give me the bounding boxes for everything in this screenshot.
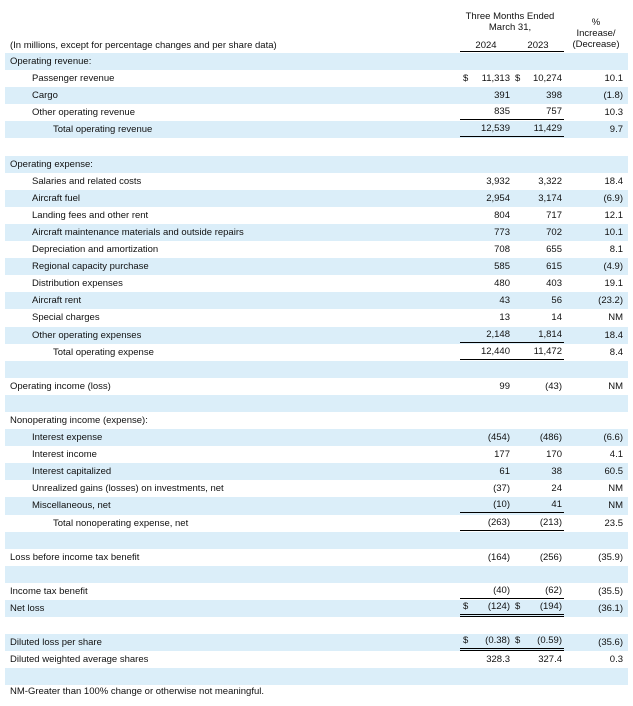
value-2024 (460, 207, 512, 224)
value-2024-value: 585 (494, 261, 510, 273)
value-2023-value: 398 (546, 90, 562, 102)
pct-header-line3: (Decrease) (572, 39, 620, 50)
pct-change (568, 258, 625, 275)
value-2023 (512, 549, 564, 566)
pct-change-value: 0.3 (609, 654, 623, 666)
pct-change-value: 18.4 (604, 175, 623, 187)
row-label: Loss before income tax benefit (10, 551, 140, 563)
value-2023 (512, 241, 564, 258)
pct-change (568, 327, 625, 344)
row-label: Diluted loss per share (10, 637, 102, 649)
value-2024 (460, 668, 512, 685)
pct-header-line1: % (591, 17, 601, 28)
table-row (5, 207, 628, 224)
table-row (5, 634, 628, 651)
value-2023 (512, 480, 564, 497)
value-2024 (460, 600, 512, 617)
pct-change (568, 600, 625, 617)
value-2023-value: (486) (539, 432, 562, 444)
value-2024-value: 13 (499, 312, 510, 324)
value-2024-value: 61 (499, 466, 510, 478)
pct-change (568, 104, 625, 121)
value-2024 (460, 617, 512, 634)
pct-change (568, 463, 625, 480)
value-2023-value: 24 (551, 483, 562, 495)
value-2023-value: 615 (546, 261, 562, 273)
value-2024-value: 328.3 (486, 654, 510, 666)
row-label: Aircraft maintenance materials and outside repairs (32, 226, 244, 238)
currency-symbol: $ (515, 73, 521, 85)
pct-change (568, 497, 625, 514)
value-2023-value: 3,174 (538, 192, 562, 204)
pct-change (568, 309, 625, 326)
pct-change-value: (23.2) (598, 295, 623, 307)
pct-change-value: NM (608, 380, 623, 392)
value-2024-value: 43 (499, 295, 510, 307)
value-2024 (460, 173, 512, 190)
table-row (5, 515, 628, 532)
value-2023 (512, 497, 564, 514)
value-2023-value: 1,814 (538, 328, 562, 340)
value-2023-value: 10,274 (532, 73, 562, 85)
row-label: Salaries and related costs (32, 175, 142, 187)
pct-change-value: NM (608, 312, 623, 324)
value-2024-value: 12,440 (480, 345, 510, 357)
value-2024-value: 835 (494, 106, 510, 118)
value-2023-value: 702 (546, 226, 562, 238)
table-row (5, 532, 628, 549)
pct-change-value: 18.4 (604, 329, 623, 341)
pct-change (568, 532, 625, 549)
value-2023 (512, 70, 564, 87)
table-row (5, 344, 628, 361)
pct-change (568, 361, 625, 378)
pct-change-value: 8.1 (609, 244, 623, 256)
pct-change (568, 617, 625, 634)
value-2023 (512, 515, 564, 532)
pct-change-value: (35.5) (598, 585, 623, 597)
pct-change (568, 515, 625, 532)
row-label: Passenger revenue (32, 73, 115, 85)
value-2023-value: (256) (539, 551, 562, 563)
table-row (5, 121, 628, 138)
table-row (5, 583, 628, 600)
pct-change-value: 12.1 (604, 209, 623, 221)
value-2023 (512, 53, 564, 70)
pct-change (568, 395, 625, 412)
value-2023 (512, 668, 564, 685)
value-2023 (512, 651, 564, 668)
value-2024 (460, 344, 512, 361)
value-2023-value: 403 (546, 278, 562, 290)
period-header (455, 11, 565, 33)
value-2023-value: 655 (546, 244, 562, 256)
period-header-line2: March 31, (488, 22, 532, 33)
value-2024-value: (164) (487, 551, 510, 563)
value-2023 (512, 173, 564, 190)
pct-change (568, 207, 625, 224)
value-2023-value: 11,429 (533, 123, 562, 135)
value-2024 (460, 258, 512, 275)
row-label: Total operating revenue (53, 124, 153, 136)
pct-change-value: 10.1 (604, 73, 623, 85)
table-row (5, 173, 628, 190)
value-2024-value: 11,313 (481, 73, 510, 85)
value-2024 (460, 104, 512, 121)
value-2023 (512, 429, 564, 446)
pct-change (568, 668, 625, 685)
value-2023 (512, 378, 564, 395)
row-label: Depreciation and amortization (32, 244, 159, 256)
pct-change-value: 10.1 (604, 226, 623, 238)
value-2023 (512, 275, 564, 292)
value-2023 (512, 532, 564, 549)
value-2023-value: 38 (551, 466, 562, 478)
value-2024-value: 3,932 (486, 175, 510, 187)
pct-change (568, 156, 625, 173)
value-2023 (512, 190, 564, 207)
pct-change (568, 275, 625, 292)
value-2023 (512, 121, 564, 138)
value-2023 (512, 258, 564, 275)
table-row (5, 156, 628, 173)
value-2023-value: (194) (539, 601, 562, 612)
value-2024 (460, 463, 512, 480)
value-2024-value: (0.38) (485, 635, 510, 647)
value-2023 (512, 207, 564, 224)
pct-change (568, 292, 625, 309)
value-2024-value: 480 (494, 278, 510, 290)
value-2023-value: 14 (551, 312, 562, 324)
value-2023-value: 757 (546, 106, 562, 118)
row-label: Interest capitalized (32, 466, 112, 478)
pct-change-value: 8.4 (609, 346, 623, 358)
pct-change (568, 412, 625, 429)
pct-change (568, 583, 625, 600)
currency-symbol: $ (515, 601, 521, 612)
value-2023 (512, 104, 564, 121)
row-label: Operating expense: (10, 158, 93, 170)
value-2024 (460, 651, 512, 668)
value-2023 (512, 344, 564, 361)
value-2024 (460, 327, 512, 344)
pct-header-line2: Increase/ (576, 28, 616, 39)
value-2024 (460, 156, 512, 173)
value-2024-value: 708 (494, 244, 510, 256)
row-label: Regional capacity purchase (32, 261, 149, 273)
row-label: Unrealized gains (losses) on investments, net (32, 483, 224, 495)
value-2023-value: 11,472 (533, 345, 562, 357)
value-2024-value: 804 (494, 209, 510, 221)
table-row (5, 480, 628, 497)
row-label: Miscellaneous, net (32, 500, 111, 512)
value-2023 (512, 156, 564, 173)
pct-change-value: (1.8) (603, 90, 623, 102)
table-row (5, 138, 628, 155)
value-2023 (512, 138, 564, 155)
row-label: Landing fees and other rent (32, 209, 149, 221)
row-label: Operating revenue: (10, 56, 92, 67)
value-2023-value: 56 (551, 295, 562, 307)
pct-change-header (566, 17, 626, 50)
period-header-line1: Three Months Ended (465, 11, 555, 22)
value-2023 (512, 292, 564, 309)
value-2023-value: (213) (539, 516, 562, 528)
table-row (5, 327, 628, 344)
value-2024 (460, 395, 512, 412)
pct-change-value: (35.9) (598, 551, 623, 563)
row-label: Interest expense (32, 432, 103, 444)
row-label: Aircraft rent (32, 295, 82, 307)
value-2024 (460, 412, 512, 429)
value-2024-value: (37) (493, 483, 510, 495)
value-2024-value: (40) (493, 584, 510, 596)
pct-change (568, 87, 625, 104)
pct-change-value: (36.1) (598, 603, 623, 614)
value-2023-value: 3,322 (538, 175, 562, 187)
value-2023 (512, 395, 564, 412)
value-2024 (460, 480, 512, 497)
value-2024 (460, 138, 512, 155)
row-label: Aircraft fuel (32, 192, 81, 204)
pct-change-value: NM (608, 500, 623, 512)
table-row (5, 617, 628, 634)
row-label: Cargo (32, 90, 58, 102)
pct-change-value: (35.6) (598, 637, 623, 649)
row-label: Other operating revenue (32, 107, 135, 119)
value-2024-value: (263) (487, 516, 510, 528)
row-label: Special charges (32, 312, 100, 324)
footnote: NM-Greater than 100% change or otherwise not meaningful. (10, 686, 264, 697)
pct-change (568, 241, 625, 258)
table-row (5, 651, 628, 668)
table-row (5, 309, 628, 326)
value-2024 (460, 275, 512, 292)
table-row (5, 395, 628, 412)
value-2023-value: (62) (545, 584, 562, 596)
pct-change (568, 138, 625, 155)
value-2023-value: (43) (545, 380, 562, 392)
value-2024-value: 773 (494, 226, 510, 238)
pct-change (568, 344, 625, 361)
value-2023 (512, 87, 564, 104)
pct-change-value: 23.5 (604, 517, 623, 529)
table-row (5, 87, 628, 104)
row-label: Net loss (10, 603, 45, 614)
value-2024 (460, 70, 512, 87)
table-row (5, 412, 628, 429)
value-2023-value: (0.59) (537, 635, 562, 647)
currency-symbol: $ (463, 601, 469, 612)
pct-change (568, 634, 625, 651)
value-2024 (460, 53, 512, 70)
row-label: Total operating expense (53, 346, 154, 358)
table-row (5, 600, 628, 617)
pct-change (568, 549, 625, 566)
value-2023 (512, 412, 564, 429)
table-row (5, 241, 628, 258)
table-row (5, 549, 628, 566)
pct-change (568, 378, 625, 395)
row-label: Distribution expenses (32, 278, 123, 290)
value-2024 (460, 361, 512, 378)
value-2024 (460, 121, 512, 138)
row-label: Income tax benefit (10, 585, 88, 597)
value-2024 (460, 497, 512, 514)
pct-change (568, 173, 625, 190)
value-2024 (460, 515, 512, 532)
table-row (5, 70, 628, 87)
value-2023 (512, 566, 564, 583)
table-row (5, 378, 628, 395)
value-2024-value: 177 (494, 449, 510, 461)
pct-change (568, 53, 625, 70)
pct-change (568, 429, 625, 446)
table-row (5, 275, 628, 292)
pct-change (568, 651, 625, 668)
value-2023 (512, 361, 564, 378)
value-2024 (460, 241, 512, 258)
value-2023 (512, 446, 564, 463)
value-2024 (460, 429, 512, 446)
value-2023 (512, 309, 564, 326)
value-2024 (460, 549, 512, 566)
value-2023 (512, 327, 564, 344)
table-row (5, 224, 628, 241)
table-row (5, 361, 628, 378)
value-2023-value: 170 (546, 449, 562, 461)
pct-change (568, 121, 625, 138)
pct-change-value: 4.1 (609, 449, 623, 461)
table-row (5, 497, 628, 514)
pct-change (568, 480, 625, 497)
table-row (5, 292, 628, 309)
row-label: Interest income (32, 449, 97, 461)
pct-change-value: NM (608, 483, 623, 495)
value-2024 (460, 292, 512, 309)
value-2023-value: 327.4 (538, 654, 562, 666)
value-2024 (460, 532, 512, 549)
value-2024 (460, 378, 512, 395)
value-2023 (512, 634, 564, 651)
value-2023-value: 717 (546, 209, 562, 221)
value-2024-value: (124) (487, 601, 510, 612)
value-2024 (460, 190, 512, 207)
currency-symbol: $ (463, 635, 469, 647)
table-row (5, 463, 628, 480)
pct-change (568, 224, 625, 241)
value-2023 (512, 600, 564, 617)
value-2024-value: (10) (493, 499, 510, 511)
year-2023-header: 2023 (512, 40, 564, 52)
pct-change (568, 446, 625, 463)
pct-change-value: 19.1 (604, 278, 623, 290)
pct-change-value: (6.6) (603, 432, 623, 444)
value-2024-value: 391 (494, 90, 510, 102)
table-row (5, 104, 628, 121)
value-2024 (460, 87, 512, 104)
pct-change-value: 9.7 (609, 124, 623, 136)
pct-change-value: 60.5 (604, 466, 623, 478)
table-row (5, 446, 628, 463)
units-note: (In millions, except for percentage changes and per share data) (10, 40, 277, 51)
value-2023 (512, 224, 564, 241)
value-2024 (460, 634, 512, 651)
value-2023-value: 41 (551, 499, 562, 511)
currency-symbol: $ (515, 635, 521, 647)
pct-change-value: (6.9) (603, 192, 623, 204)
table-row (5, 668, 628, 685)
row-label: Total nonoperating expense, net (53, 517, 189, 529)
value-2024-value: 12,539 (480, 123, 510, 135)
value-2024-value: (454) (487, 432, 510, 444)
pct-change-value: (4.9) (603, 261, 623, 273)
table-row (5, 53, 628, 70)
income-statement-table (5, 53, 628, 685)
pct-change (568, 566, 625, 583)
table-row (5, 258, 628, 275)
row-label: Diluted weighted average shares (10, 654, 149, 666)
value-2024-value: 99 (499, 380, 510, 392)
value-2024-value: 2,954 (486, 192, 510, 204)
year-2024-header: 2024 (460, 40, 512, 52)
pct-change-value: 10.3 (604, 107, 623, 119)
table-row (5, 190, 628, 207)
value-2024 (460, 446, 512, 463)
value-2023 (512, 583, 564, 600)
pct-change (568, 70, 625, 87)
value-2024-value: 2,148 (486, 328, 510, 340)
table-row (5, 566, 628, 583)
value-2024 (460, 309, 512, 326)
row-label: Operating income (loss) (10, 380, 111, 392)
row-label: Nonoperating income (expense): (10, 414, 148, 426)
value-2023 (512, 463, 564, 480)
value-2023 (512, 617, 564, 634)
pct-change (568, 190, 625, 207)
value-2024 (460, 224, 512, 241)
value-2024 (460, 566, 512, 583)
row-label: Other operating expenses (32, 329, 142, 341)
currency-symbol: $ (463, 73, 469, 85)
value-2024 (460, 583, 512, 600)
table-row (5, 429, 628, 446)
